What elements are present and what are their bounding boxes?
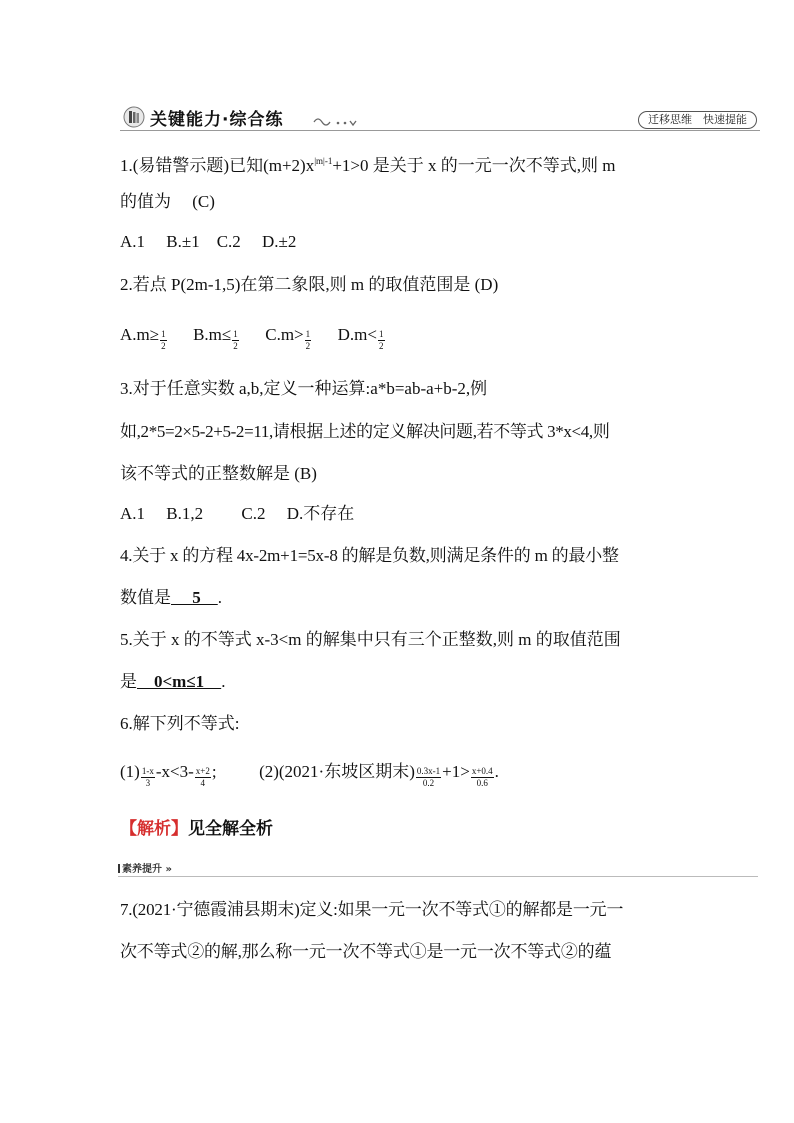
q2-option-d: D.m< $\frac{1}{2}$ bbox=[337, 325, 384, 351]
q1-line2: 的值为 (C) bbox=[120, 192, 215, 211]
q4-answer: 5 bbox=[171, 588, 218, 607]
q2-option-a: A.m≥ $\frac{1}{2}$ bbox=[120, 325, 166, 351]
analysis-text: 见全解全析 bbox=[188, 819, 273, 839]
q5-line1: 5.关于 x 的不等式 x-3<m 的解集中只有三个正整数,则 m 的取值范围 bbox=[120, 630, 621, 649]
q5-line2: 是 0<m≤1 . bbox=[120, 672, 226, 691]
book-stack-icon bbox=[123, 106, 145, 128]
q5-answer: 0<m≤1 bbox=[137, 672, 222, 691]
analysis-tag: 【解析】 bbox=[120, 819, 188, 839]
section-divider bbox=[118, 876, 758, 877]
q6-parts bbox=[120, 761, 499, 789]
q6-line1: 6.解下列不等式: bbox=[120, 714, 240, 733]
q6-part2: (2)(2021·东坡区期末) $\frac{0.3x-1}{0.2}$ +1> $\frac{x+0.4}{0.6}$ . bbox=[259, 762, 499, 788]
q1-exponent: |m|-1 bbox=[314, 156, 333, 166]
decorative-squiggle-icon bbox=[312, 112, 358, 128]
q2-option-b: B.m≤ $\frac{1}{2}$ bbox=[193, 325, 238, 351]
q6-part1: (1) $\frac{1-x}{3}$ -x<3- $\frac{x+2}{4}$ ; bbox=[120, 762, 217, 788]
q1-options: A.1 B.±1 C.2 D.±2 bbox=[120, 232, 297, 251]
q4-line1: 4.关于 x 的方程 4x-2m+1=5x-8 的解是负数,则满足条件的 m 的最小整 bbox=[120, 546, 619, 565]
section-header bbox=[120, 104, 760, 132]
q3-line3: 该不等式的正整数解是 (B) bbox=[120, 464, 317, 483]
double-arrow-icon: » bbox=[165, 864, 172, 875]
q3-line2: 如,2*5=2×5-2+5-2=11,请根据上述的定义解决问题,若不等式 3*x<4,则 bbox=[120, 422, 610, 441]
analysis-note bbox=[120, 814, 273, 839]
section-bar-icon bbox=[118, 864, 120, 873]
header-divider bbox=[120, 130, 760, 131]
q4-line2: 数值是 5 . bbox=[120, 588, 222, 607]
section-title: 关键能力·综合练 bbox=[150, 110, 284, 130]
q2-options bbox=[120, 324, 386, 352]
q2-option-c: C.m> $\frac{1}{2}$ bbox=[265, 325, 311, 351]
q2-line1: 2.若点 P(2m-1,5)在第二象限,则 m 的取值范围是 (D) bbox=[120, 275, 499, 294]
literacy-section-label: 素养提升 » bbox=[118, 860, 172, 875]
section-badge: 迁移思维 快速提能 bbox=[638, 111, 757, 129]
q7-line1: 7.(2021·宁德霞浦县期末)定义:如果一元一次不等式①的解都是一元一 bbox=[120, 900, 624, 919]
q3-options: A.1 B.1,2 C.2 D.不存在 bbox=[120, 504, 355, 523]
q1-line1: 1.(易错警示题)已知$(m+2)x^{|m|-1}+1>0$ 是关于 x 的一元一次不等式,则 m bbox=[120, 156, 616, 175]
q7-line2: 次不等式②的解,那么称一元一次不等式①是一元一次不等式②的蕴 bbox=[120, 942, 612, 961]
q3-line1: 3.对于任意实数 a,b,定义一种运算:a*b=ab-a+b-2,例 bbox=[120, 379, 488, 398]
